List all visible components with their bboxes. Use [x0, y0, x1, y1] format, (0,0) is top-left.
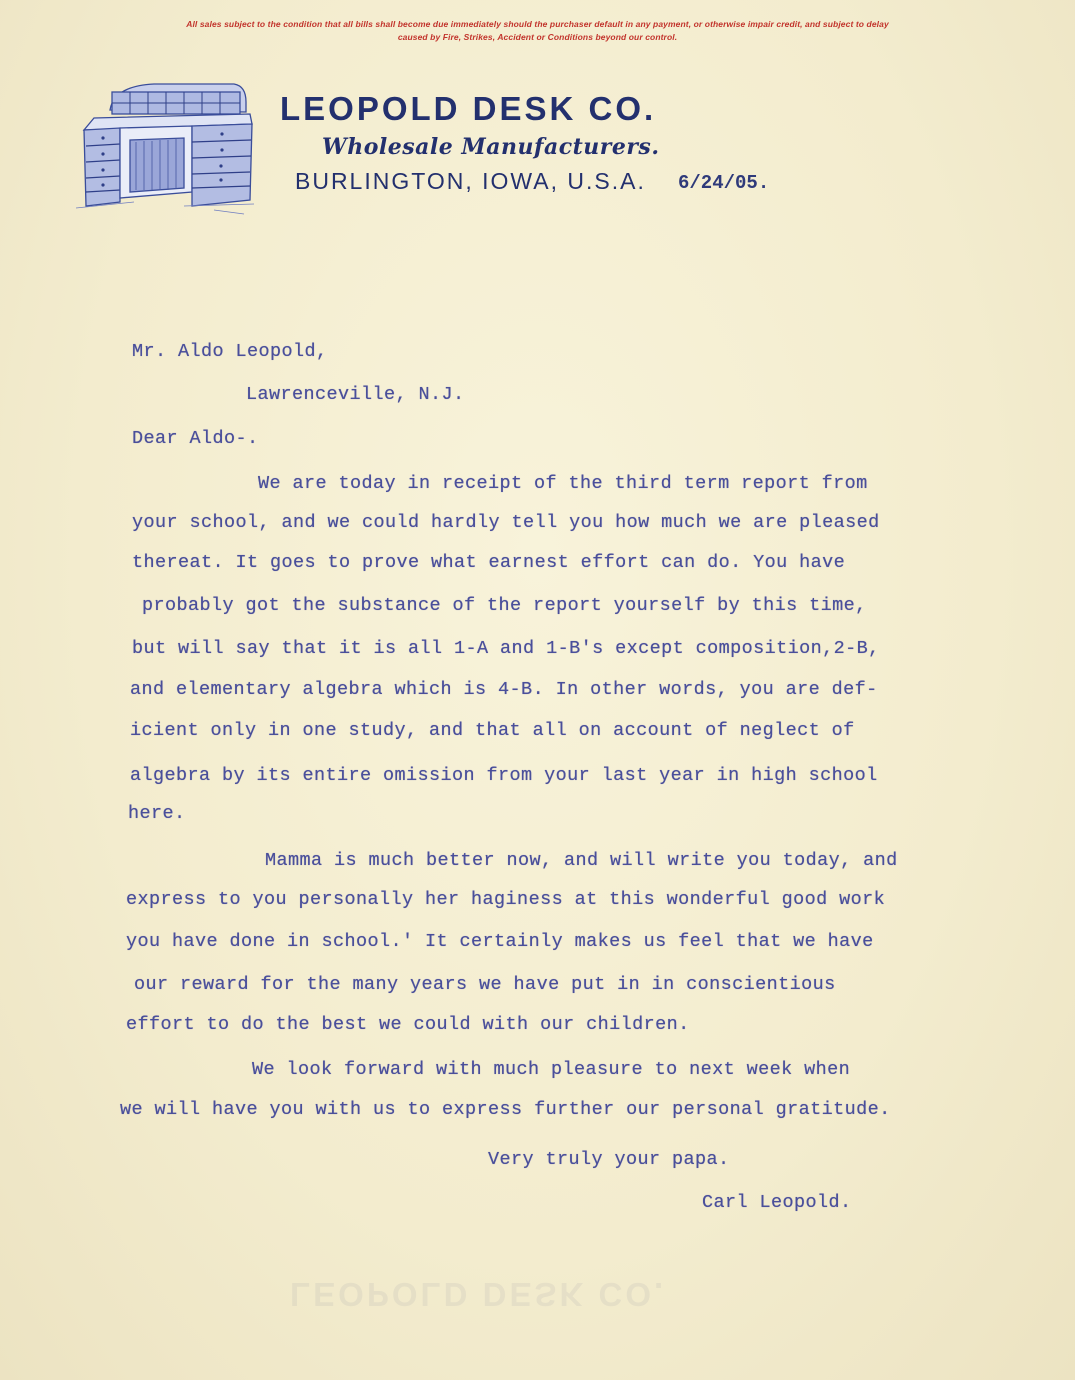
body-line: and elementary algebra which is 4-B. In other words, you are def- [130, 679, 878, 700]
body-line: We look forward with much pleasure to next week when [252, 1059, 851, 1080]
address-city: Lawrenceville, N.J. [246, 384, 465, 405]
body-line: our reward for the many years we have put in in conscientious [134, 974, 836, 995]
body-line: express to you personally her haginess at this wonderful good work [126, 889, 886, 910]
body-line: your school, and we could hardly tell you how much we are pleased [132, 512, 880, 533]
company-name: LEOPOLD DESK CO. [280, 90, 657, 127]
disclaimer-line-2: caused by Fire, Strikes, Accident or Conditions beyond our control. [397, 32, 678, 42]
salutation: Dear Aldo-. [132, 428, 259, 449]
roll-top-desk-icon [74, 80, 256, 216]
disclaimer-line-1: All sales subject to the condition that all bills shall become due immediately should the purchaser default in any payment, or otherwise impair credit, and subject to delay [186, 19, 889, 29]
body-line: effort to do the best we could with our children. [126, 1014, 690, 1035]
company-city: BURLINGTON, IOWA, U.S.A. [295, 168, 646, 194]
body-line: algebra by its entire omission from your last year in high school [130, 765, 878, 786]
body-line: you have done in school.' It certainly makes us feel that we have [126, 931, 874, 952]
closing: Very truly your papa. [488, 1149, 730, 1170]
body-line: probably got the substance of the report yourself by this time, [142, 595, 867, 616]
sales-disclaimer [60, 18, 1015, 44]
body-line: Mamma is much better now, and will write you today, and [265, 850, 898, 871]
body-line: we will have you with us to express further our personal gratitude. [120, 1099, 891, 1120]
company-tagline: Wholesale Manufacturers. [322, 134, 660, 160]
signature: Carl Leopold. [702, 1192, 852, 1213]
reverse-bleed-through: LEOPOLD DESK CO. [290, 1276, 667, 1313]
body-line: thereat. It goes to prove what earnest effort can do. You have [132, 552, 846, 573]
body-line: We are today in receipt of the third term report from [258, 473, 868, 494]
address-name: Mr. Aldo Leopold, [132, 341, 328, 362]
body-line: but will say that it is all 1-A and 1-B's except composition,2-B, [132, 638, 880, 659]
body-line: here. [128, 803, 186, 824]
letter-date: 6/24/05. [678, 172, 770, 194]
body-line: icient only in one study, and that all on account of neglect of [130, 720, 855, 741]
